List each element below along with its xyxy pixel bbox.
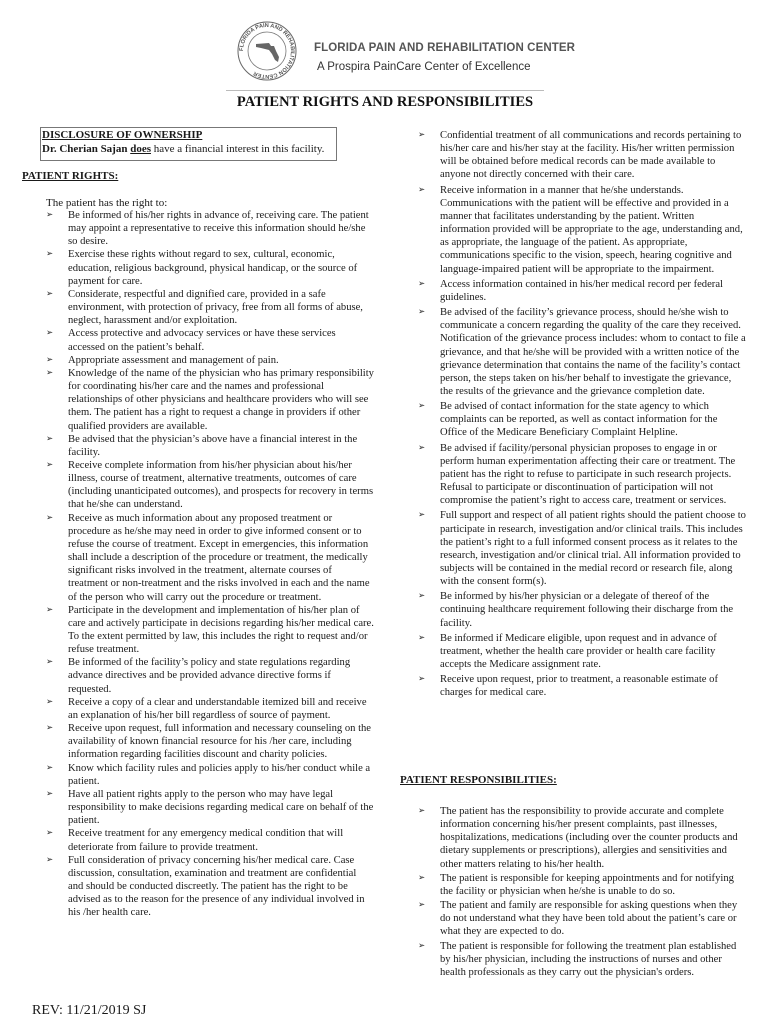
list-item — [46, 512, 374, 604]
list-item-text: Receive complete information from his/her physician about his/her illness, course of treatment, alternative treatments, outcomes of care (including unanticipated outcomes), and prospects for recovery in terms that he/she can understand. — [68, 459, 374, 511]
list-item — [418, 442, 746, 508]
bullet-arrow-icon: ➢ — [418, 278, 426, 289]
rights-list-left — [46, 209, 374, 919]
list-item — [418, 400, 746, 439]
bullet-arrow-icon: ➢ — [46, 762, 54, 773]
list-item — [46, 327, 374, 353]
bullet-arrow-icon: ➢ — [418, 510, 426, 521]
list-item-text: Access information contained in his/her medical record per federal guidelines. — [440, 278, 723, 303]
list-item — [46, 854, 374, 920]
list-item-text: Considerate, respectful and dignified care, provided in a safe environment, with protection of privacy, free from all forms of abuse, neglect, harassment and/or exploitation. — [68, 288, 363, 327]
bullet-arrow-icon: ➢ — [418, 307, 426, 318]
list-item-text: Exercise these rights without regard to sex, cultural, economic, education, religious background, physical handicap, or the source of payment for care. — [68, 249, 358, 287]
does-word: does — [130, 143, 151, 155]
bullet-arrow-icon: ➢ — [46, 696, 54, 707]
list-item — [46, 288, 374, 327]
list-item — [46, 459, 374, 512]
list-item-text: Be informed if Medicare eligible, upon request and in advance of treatment, whether the health care provider or health care facility accepts the Medicare assignment rate. — [440, 632, 717, 671]
disclosure-rest: have a financial interest in this facility. — [151, 143, 325, 155]
bullet-arrow-icon: ➢ — [46, 210, 54, 220]
bullet-arrow-icon: ➢ — [418, 442, 426, 453]
list-item — [46, 827, 374, 853]
bullet-arrow-icon: ➢ — [418, 806, 426, 816]
list-item — [418, 872, 748, 898]
list-item — [46, 354, 374, 367]
list-item — [418, 306, 746, 398]
bullet-arrow-icon: ➢ — [46, 433, 54, 444]
list-item-text: Full support and respect of all patient rights should the patient choose to participate in research, investigation and/or clinical trails. This includes the patient’s right to a full informed consent process as it relates to the research, investigation and/or clinical trial. All information provided to subjects will be contained in the medial record or research file, along with the consent form(s). — [440, 510, 746, 588]
bullet-arrow-icon: ➢ — [46, 367, 54, 378]
list-item-text: Receive upon request, full information and necessary counseling on the availability of known financial resource for his /her care, including information regarding facilities discount and charity policies. — [68, 723, 372, 761]
bullet-arrow-icon: ➢ — [46, 788, 54, 799]
center-name: FLORIDA PAIN AND REHABILITATION CENTER — [314, 42, 576, 54]
list-item — [46, 656, 374, 695]
revision-date: REV: 11/21/2019 SJ — [32, 1003, 147, 1018]
responsibilities-list — [418, 805, 748, 979]
bullet-arrow-icon: ➢ — [418, 591, 426, 602]
list-item-text: Receive upon request, prior to treatment, a reasonable estimate of charges for medical care. — [440, 674, 718, 699]
bullet-arrow-icon: ➢ — [418, 872, 426, 883]
list-item-text: Participate in the development and implementation of his/her plan of care and actively participate in decisions regarding his/her medical care. To the extent permitted by law, this includes the right to request and/or refuse treatment. — [68, 604, 374, 656]
list-item — [46, 788, 374, 827]
list-item-text: The patient is responsible for keeping appointments and for notifying the facility or physician when he/she is unable to do so. — [440, 872, 734, 897]
bullet-arrow-icon: ➢ — [46, 249, 54, 260]
list-item — [418, 899, 748, 938]
list-item — [418, 805, 748, 871]
list-item — [46, 209, 374, 248]
bullet-arrow-icon: ➢ — [418, 184, 426, 195]
list-item — [46, 696, 374, 722]
florida-seal-icon — [236, 20, 298, 82]
list-item-text: Be advised of the facility’s grievance process, should he/she wish to communicate a concern regarding the quality of the care they received. Notification of the grievance process includes: whom to contact to file a grievance, and that he/she will be provided with a written notice of the grievance determination that contains the name of the facility’s contact person, the steps taken on his/her behalf to investigate the grievance, the results of the grievance and the grievance completion date. — [440, 307, 746, 397]
svg-text:FLORIDA PAIN AND REHABILITATIO: FLORIDA PAIN AND REHABILITATION CENTER — [238, 22, 296, 80]
bullet-arrow-icon: ➢ — [418, 130, 426, 140]
list-item — [418, 673, 746, 699]
list-item — [418, 278, 746, 304]
list-item-text: Confidential treatment of all communications and records pertaining to his/her care and his/her stay at the facility. His/her written permission will be obtained before medical records can be made available to anyone not directly concerned with their care. — [440, 130, 742, 181]
bullet-arrow-icon: ➢ — [418, 401, 426, 412]
bullet-arrow-icon: ➢ — [46, 354, 54, 365]
list-item — [46, 604, 374, 657]
list-item-text: Be advised if facility/personal physician proposes to engage in or perform human experimentation affecting their care or treatment. The patient has the right to refuse to participate in such research projects. Refusal to participate or discontinuation of participation will not compromise the patient’s right to access care, treatment or services. — [440, 442, 736, 507]
center-tagline: A Prospira PainCare Center of Excellence — [317, 61, 531, 73]
patient-responsibilities-heading: PATIENT RESPONSIBILITIES: — [400, 774, 557, 786]
list-item-text: Receive information in a manner that he/she understands. Communications with the patient will be effective and provided in a manner that facilitates understanding by the patient. Written information provided will be appropriate to the age, understanding and, as appropriate, the language of the patient. As appropriate, communications specific to the vision, speech, hearing cognitive and language-impaired patient will be appropriate to the impairment. — [440, 184, 743, 275]
header-logo — [236, 16, 576, 86]
bullet-arrow-icon: ➢ — [46, 459, 54, 470]
patient-rights-heading: PATIENT RIGHTS: — [22, 170, 119, 182]
list-item-text: Access protective and advocacy services or have these services accessed on the patient’s behalf. — [68, 328, 336, 353]
list-item-text: Knowledge of the name of the physician who has primary responsibility for coordinating his/her care and the names and professional relationships of other physicians and healthcare providers who will see them. The patient has a right to request a change in providers if other qualified providers are available. — [68, 367, 374, 432]
list-item-text: Be advised that the physician’s above have a financial interest in the facility. — [68, 433, 358, 458]
list-item — [418, 590, 746, 629]
list-item-text: Have all patient rights apply to the person who may have legal responsibility to make decisions regarding medical care on behalf of the patient. — [68, 788, 374, 827]
list-item-text: The patient has the responsibility to provide accurate and complete information concerning his/her present complaints, past illnesses, hospitalizations, medications (including over the counter products and dietary supplements or prescriptions), allergies and sensitivities and other matters relating to his/her health. — [440, 806, 738, 870]
bullet-arrow-icon: ➢ — [46, 723, 54, 734]
list-item — [418, 509, 746, 588]
header-divider — [226, 90, 544, 91]
list-item-text: Receive treatment for any emergency medical condition that will deteriorate from failure to provide treatment. — [68, 828, 344, 853]
bullet-arrow-icon: ➢ — [418, 940, 426, 951]
list-item-text: Be informed of his/her rights in advance of, receiving care. The patient may appoint a representative to receive this information should he/she so desire. — [68, 210, 369, 248]
list-item — [418, 184, 746, 276]
bullet-arrow-icon: ➢ — [46, 854, 54, 865]
rights-list-right — [418, 129, 746, 700]
list-item-text: Receive a copy of a clear and understandable itemized bill and receive an explanation of his/her bill regardless of source of payment. — [68, 696, 367, 721]
list-item-text: Receive as much information about any proposed treatment or procedure as he/she may need in order to give informed consent or to refuse the course of treatment. Except in emergencies, this information shall include a description of the procedure or treatment, the medically significant risks involved in the treatment, alternate courses of treatment or non-treatment and the risks involved in each and the name of the person who will carry out the procedure or treatment. — [68, 512, 370, 603]
list-item — [46, 433, 374, 459]
list-item-text: Be informed of the facility’s policy and state regulations regarding advance directives and be provided advance directive forms if requested. — [68, 657, 351, 695]
list-item-text: Know which facility rules and policies apply to his/her conduct while a patient. — [68, 762, 371, 787]
disclosure-text — [42, 143, 324, 155]
bullet-arrow-icon: ➢ — [46, 328, 54, 339]
bullet-arrow-icon: ➢ — [46, 512, 54, 523]
bullet-arrow-icon: ➢ — [46, 828, 54, 839]
list-item — [418, 940, 748, 979]
doctor-name: Dr. Cherian Sajan — [42, 143, 128, 155]
list-item-text: Be informed by his/her physician or a delegate of thereof of the continuing healthcare requirement following their discharge from the facility. — [440, 591, 734, 629]
bullet-arrow-icon: ➢ — [46, 657, 54, 668]
list-item-text: Appropriate assessment and management of pain. — [68, 354, 279, 366]
list-item-text: The patient and family are responsible for asking questions when they do not understand what they have been told about the patient’s care or what they are expected to do. — [440, 900, 738, 938]
list-item — [46, 367, 374, 433]
list-item-text: Full consideration of privacy concerning his/her medical care. Case discussion, consultation, examination and treatment are confidential and should be conducted discreetly. The patient has the right to be advised as to the reason for the presence of any individual involved in his /her health care. — [68, 854, 365, 919]
list-item — [418, 632, 746, 671]
bullet-arrow-icon: ➢ — [418, 900, 426, 911]
list-item — [418, 129, 746, 182]
bullet-arrow-icon: ➢ — [418, 632, 426, 643]
rights-intro: The patient has the right to: — [46, 197, 168, 209]
bullet-arrow-icon: ➢ — [46, 604, 54, 615]
bullet-arrow-icon: ➢ — [418, 674, 426, 685]
list-item-text: Be advised of contact information for the state agency to which complaints can be reported, as well as contact information for the Office of the Medicare Beneficiary Complaint Helpline. — [440, 401, 718, 439]
list-item — [46, 248, 374, 287]
list-item — [46, 762, 374, 788]
list-item-text: The patient is responsible for following the treatment plan established by his/her physician, including the instructions of nurses and other health professionals as they carry out the physician's orders. — [440, 940, 737, 978]
list-item — [46, 722, 374, 761]
page-title: PATIENT RIGHTS AND RESPONSIBILITIES — [236, 94, 534, 110]
disclosure-title: DISCLOSURE OF OWNERSHIP — [42, 129, 203, 141]
bullet-arrow-icon: ➢ — [46, 288, 54, 299]
